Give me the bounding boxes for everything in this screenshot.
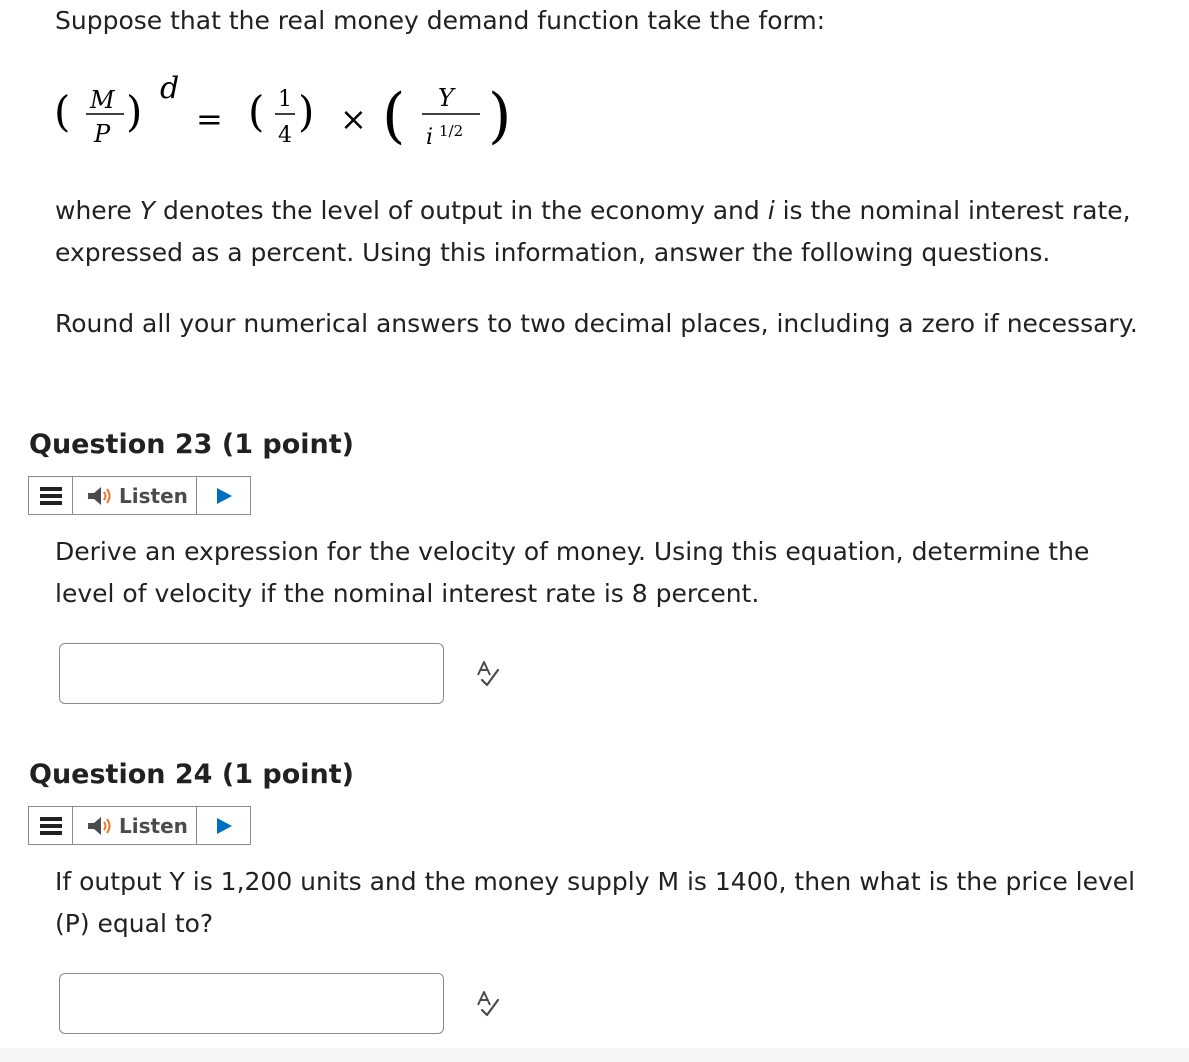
formula-times: ×: [340, 100, 367, 138]
spellcheck-icon[interactable]: [472, 659, 502, 689]
hamburger-icon: [40, 816, 62, 836]
answer-input[interactable]: [59, 643, 444, 704]
question-title: Question 24: [29, 759, 213, 790]
formula-i: i: [426, 125, 434, 150]
formula-y: Y: [438, 84, 454, 112]
page-bottom-strip: [0, 1048, 1189, 1062]
listen-label: Listen: [119, 483, 188, 508]
context-part1: where: [55, 196, 140, 225]
answer-input[interactable]: [59, 973, 444, 1034]
formula-p: P: [94, 120, 111, 148]
context-var-y: Y: [139, 196, 156, 225]
question-prompt: Derive an expression for the velocity of money. Using this equation, determine the level of velocity if the nominal interest rate is 8 percent.: [55, 537, 1090, 608]
read-aloud-menu-button[interactable]: [29, 477, 73, 514]
question-title: Question 23: [29, 429, 213, 460]
formula-m: M: [90, 86, 115, 114]
listen-button[interactable]: [73, 477, 197, 514]
formula-four: 4: [278, 123, 292, 148]
question-heading: [29, 428, 354, 462]
question-prompt: If output Y is 1,200 units and the money supply M is 1400, then what is the price level (P) equal to?: [55, 867, 1136, 938]
context-text: [55, 190, 1155, 274]
play-button[interactable]: [197, 477, 250, 514]
speaker-icon: [87, 815, 113, 837]
context-var-i: i: [767, 196, 775, 225]
formula-paren-open: (: [54, 87, 71, 136]
formula-paren-close-2: ): [298, 87, 315, 136]
question-heading: [29, 758, 354, 792]
hamburger-icon: [40, 486, 62, 506]
speaker-icon: [87, 485, 113, 507]
formula-paren-close: ): [126, 87, 143, 136]
intro-text: Suppose that the real money demand function take the form:: [55, 6, 826, 35]
formula-big-paren-open: (: [382, 81, 406, 151]
spellcheck-icon[interactable]: [472, 989, 502, 1019]
money-demand-formula: [52, 58, 532, 168]
context-part3: is the nominal interest rate, expressed as a percent. Using this information, answer the following questions.: [55, 196, 1131, 267]
formula-equals: =: [196, 100, 223, 138]
listen-button[interactable]: [73, 807, 197, 844]
question-points: (1 point): [221, 759, 355, 790]
play-button[interactable]: [197, 807, 250, 844]
question-points: (1 point): [221, 429, 355, 460]
play-icon: [215, 487, 233, 505]
formula-svg: [52, 58, 532, 168]
formula-i-exponent: 1/2: [439, 122, 464, 140]
formula-superscript-d: d: [160, 71, 180, 106]
play-icon: [215, 817, 233, 835]
read-aloud-toolbar: [28, 806, 251, 845]
formula-paren-open-2: (: [248, 87, 265, 136]
context-part2: denotes the level of output in the economy and: [162, 196, 768, 225]
listen-label: Listen: [119, 813, 188, 838]
rounding-instruction: Round all your numerical answers to two decimal places, including a zero if necessary.: [55, 309, 1138, 338]
read-aloud-menu-button[interactable]: [29, 807, 73, 844]
formula-big-paren-close: ): [488, 81, 512, 151]
formula-one: 1: [278, 87, 292, 112]
read-aloud-toolbar: [28, 476, 251, 515]
